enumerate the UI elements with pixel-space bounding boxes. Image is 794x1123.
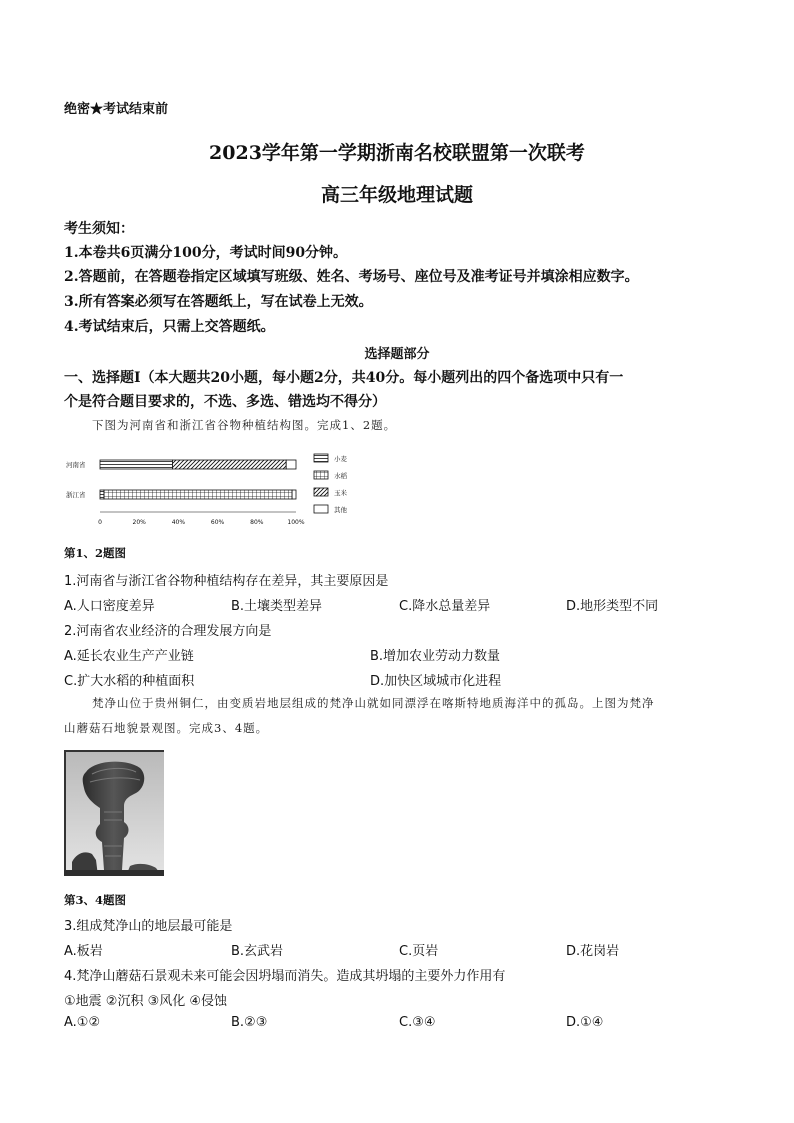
- bar-segment: [100, 490, 104, 499]
- q4-choices: ①地震 ②沉积 ③风化 ④侵蚀: [64, 994, 228, 1009]
- q2-option-d: D.加快区域城市化进程: [370, 674, 502, 689]
- group1-stem: 下图为河南省和浙江省谷物种植结构图。完成1、2题。: [92, 418, 397, 432]
- legend-label: 其他: [334, 506, 347, 514]
- notice-heading: 考生须知：: [64, 221, 134, 237]
- category-label: 河南省: [66, 461, 86, 469]
- group2-stem: 山蘑菇石地貌景观图。完成3、4题。: [64, 721, 269, 735]
- notice-item: 4.考试结束后，只需上交答题纸。: [64, 319, 275, 335]
- legend-swatch: [314, 454, 328, 462]
- x-tick-label: 100%: [287, 519, 305, 526]
- bar-segment: [100, 460, 173, 469]
- question-2-stem: 2.河南省农业经济的合理发展方向是: [64, 624, 272, 639]
- bar-segment: [173, 460, 287, 469]
- question-1-stem: 1.河南省与浙江省谷物种植结构存在差异，其主要原因是: [64, 574, 389, 589]
- q2-option-a: A.延长农业生产产业链: [64, 649, 194, 664]
- secret-label: 绝密★考试结束前: [64, 102, 169, 117]
- q2-option-c: C.扩大水稻的种植面积: [64, 674, 195, 689]
- exam-title: 2023学年第一学期浙南名校联盟第一次联考: [209, 142, 585, 164]
- x-tick-label: 20%: [132, 519, 146, 526]
- bar-segment: [104, 490, 292, 499]
- legend-swatch: [314, 505, 328, 513]
- question-4-stem: 4.梵净山蘑菇石景观未来可能会因坍塌而消失。造成其坍塌的主要外力作用有: [64, 969, 506, 984]
- q3-option-a: A.板岩: [64, 944, 103, 959]
- x-tick-label: 80%: [250, 519, 264, 526]
- x-tick-label: 0: [98, 519, 102, 526]
- bar-segment: [286, 460, 296, 469]
- q4-option-c: C.③④: [399, 1015, 436, 1030]
- q1-option-a: A.人口密度差异: [64, 599, 155, 614]
- group2-stem: 梵净山位于贵州铜仁，由变质岩地层组成的梵净山就如同漂浮在喀斯特地质海洋中的孤岛。上图为梵净: [92, 696, 655, 710]
- exam-subtitle: 高三年级地理试题: [320, 184, 473, 206]
- q2-option-b: B.增加农业劳动力数量: [370, 649, 501, 664]
- q3-option-c: C.页岩: [399, 944, 439, 959]
- x-tick-label: 40%: [171, 519, 186, 526]
- legend-swatch: [314, 488, 328, 496]
- q1-option-b: B.土壤类型差异: [231, 599, 323, 614]
- section-intro: 一、选择题Ⅰ（本大题共20小题，每小题2分，共40分。每小题列出的四个备选项中只有一: [64, 370, 624, 386]
- q3-option-b: B.玄武岩: [231, 944, 284, 959]
- q4-option-a: A.①②: [64, 1015, 101, 1030]
- category-label: 浙江省: [66, 491, 86, 499]
- q1-option-d: D.地形类型不同: [566, 599, 659, 614]
- mushroom-rock-photo: [64, 750, 164, 876]
- x-tick-label: 60%: [210, 519, 225, 526]
- q1-option-c: C.降水总量差异: [399, 599, 491, 614]
- bar-segment: [292, 490, 296, 499]
- figure-caption-1-2: 第1、2题图: [64, 546, 127, 560]
- figure-caption-3-4: 第3、4题图: [64, 893, 127, 907]
- notice-item: 1.本卷共6页满分100分，考试时间90分钟。: [64, 245, 348, 261]
- legend-label: 水稻: [334, 472, 347, 480]
- legend-label: 小麦: [334, 455, 347, 463]
- q4-option-d: D.①④: [566, 1015, 604, 1030]
- question-3-stem: 3.组成梵净山的地层最可能是: [64, 919, 233, 934]
- q3-option-d: D.花岗岩: [566, 944, 620, 959]
- notice-item: 2.答题前，在答题卷指定区域填写班级、姓名、考场号、座位号及准考证号并填涂相应数字。: [64, 269, 639, 285]
- notice-item: 3.所有答案必须写在答题纸上，写在试卷上无效。: [64, 294, 373, 310]
- legend-label: 玉米: [334, 489, 347, 497]
- section-intro: 个是符合题目要求的，不选、多选、错选均不得分）: [64, 394, 386, 410]
- q4-option-b: B.②③: [231, 1015, 268, 1030]
- section-title: 选择题部分: [364, 347, 430, 362]
- crop-structure-chart: [64, 448, 364, 528]
- legend-swatch: [314, 471, 328, 479]
